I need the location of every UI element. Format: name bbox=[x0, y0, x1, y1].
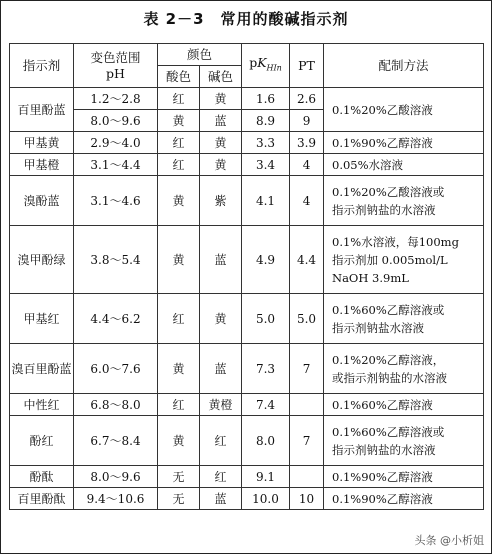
table-row bbox=[10, 132, 484, 154]
pk-value: 4.9 bbox=[242, 226, 290, 294]
pk-value: 7.3 bbox=[242, 344, 290, 394]
acid-color: 黄 bbox=[158, 226, 200, 294]
table-row bbox=[10, 488, 484, 510]
acid-color: 黄 bbox=[158, 176, 200, 226]
base-color: 蓝 bbox=[200, 344, 242, 394]
preparation-method: 0.1%90%乙醇溶液 bbox=[324, 466, 484, 488]
preparation-method bbox=[324, 344, 484, 394]
method-line: 指示剂钠盐的水溶液 bbox=[332, 202, 436, 217]
pt-value: 3.9 bbox=[290, 132, 324, 154]
preparation-method: 0.1%20%乙酸溶液 bbox=[324, 88, 484, 132]
table-row bbox=[10, 226, 484, 294]
ph-range: 6.0～7.6 bbox=[74, 344, 158, 394]
header-pk-k: K bbox=[257, 54, 267, 70]
acid-color: 红 bbox=[158, 154, 200, 176]
header-pk bbox=[242, 44, 290, 88]
indicator-name: 百里酚酞 bbox=[10, 488, 74, 510]
base-color: 黄橙 bbox=[200, 394, 242, 416]
ph-range: 9.4～10.6 bbox=[74, 488, 158, 510]
pk-value: 10.0 bbox=[242, 488, 290, 510]
table-row bbox=[10, 344, 484, 394]
pt-value bbox=[290, 466, 324, 488]
ph-range: 4.4～6.2 bbox=[74, 294, 158, 344]
header-range-line1: 变色范围 bbox=[90, 49, 141, 65]
pk-value: 9.1 bbox=[242, 466, 290, 488]
indicator-name: 甲基红 bbox=[10, 294, 74, 344]
method-line: 指示剂钠盐水溶液 bbox=[332, 320, 425, 335]
base-color: 紫 bbox=[200, 176, 242, 226]
preparation-method bbox=[324, 226, 484, 294]
pt-value: 7 bbox=[290, 344, 324, 394]
table-row bbox=[10, 176, 484, 226]
preparation-method bbox=[324, 416, 484, 466]
indicator-name: 溴酚蓝 bbox=[10, 176, 74, 226]
base-color: 蓝 bbox=[200, 226, 242, 294]
indicator-name: 溴甲酚绿 bbox=[10, 226, 74, 294]
pt-value: 9 bbox=[290, 110, 324, 132]
method-line: NaOH 3.9mL bbox=[332, 270, 409, 285]
base-color: 蓝 bbox=[200, 488, 242, 510]
acid-color: 无 bbox=[158, 488, 200, 510]
acid-color: 红 bbox=[158, 88, 200, 110]
pk-value: 1.6 bbox=[242, 88, 290, 110]
base-color: 红 bbox=[200, 466, 242, 488]
table-row bbox=[10, 88, 484, 110]
indicator-name: 百里酚蓝 bbox=[10, 88, 74, 132]
header-base-color: 碱色 bbox=[200, 66, 242, 88]
header-method: 配制方法 bbox=[324, 44, 484, 88]
acid-color: 红 bbox=[158, 394, 200, 416]
indicator-name: 甲基橙 bbox=[10, 154, 74, 176]
acid-color: 无 bbox=[158, 466, 200, 488]
preparation-method: 0.05%水溶液 bbox=[324, 154, 484, 176]
table-row bbox=[10, 154, 484, 176]
ph-range: 2.9～4.0 bbox=[74, 132, 158, 154]
pt-value: 4.4 bbox=[290, 226, 324, 294]
pk-value: 8.9 bbox=[242, 110, 290, 132]
pt-value: 4 bbox=[290, 176, 324, 226]
method-line: 指示剂钠盐的水溶液 bbox=[332, 442, 436, 457]
indicator-name: 酚红 bbox=[10, 416, 74, 466]
ph-range: 6.8～8.0 bbox=[74, 394, 158, 416]
pt-value: 4 bbox=[290, 154, 324, 176]
header-color: 颜色 bbox=[158, 44, 242, 66]
base-color: 蓝 bbox=[200, 110, 242, 132]
table-row bbox=[10, 394, 484, 416]
ph-range: 8.0～9.6 bbox=[74, 466, 158, 488]
method-line: 0.1%20%乙醇溶液， bbox=[332, 352, 445, 367]
preparation-method: 0.1%90%乙醇溶液 bbox=[324, 132, 484, 154]
indicator-table bbox=[9, 43, 484, 510]
base-color: 黄 bbox=[200, 88, 242, 110]
ph-range: 3.8～5.4 bbox=[74, 226, 158, 294]
method-line: 0.1%水溶液，每100mg bbox=[332, 234, 459, 249]
method-line: 指示剂加 0.005mol/L bbox=[332, 252, 448, 267]
header-pk-sub: HIn bbox=[266, 63, 282, 73]
pk-value: 7.4 bbox=[242, 394, 290, 416]
header-indicator: 指示剂 bbox=[10, 44, 74, 88]
acid-color: 红 bbox=[158, 132, 200, 154]
pt-value: 7 bbox=[290, 416, 324, 466]
ph-range: 6.7～8.4 bbox=[74, 416, 158, 466]
method-line: 0.1%60%乙醇溶液或 bbox=[332, 302, 445, 317]
indicator-name: 甲基黄 bbox=[10, 132, 74, 154]
header-acid-color: 酸色 bbox=[158, 66, 200, 88]
pk-value: 8.0 bbox=[242, 416, 290, 466]
acid-color: 黄 bbox=[158, 416, 200, 466]
acid-color: 黄 bbox=[158, 110, 200, 132]
pk-value: 3.3 bbox=[242, 132, 290, 154]
indicator-name: 溴百里酚蓝 bbox=[10, 344, 74, 394]
table-row bbox=[10, 466, 484, 488]
method-line: 0.1%20%乙酸溶液或 bbox=[332, 184, 445, 199]
base-color: 红 bbox=[200, 416, 242, 466]
preparation-method: 0.1%90%乙醇溶液 bbox=[324, 488, 484, 510]
pk-value: 3.4 bbox=[242, 154, 290, 176]
table-title: 表 2－3 常用的酸碱指示剂 bbox=[143, 10, 349, 28]
watermark: 头条 @小析姐 bbox=[414, 534, 484, 547]
ph-range: 8.0～9.6 bbox=[74, 110, 158, 132]
header-pt: PT bbox=[290, 44, 324, 88]
preparation-method bbox=[324, 294, 484, 344]
header-pk-p: p bbox=[249, 54, 258, 70]
acid-color: 黄 bbox=[158, 344, 200, 394]
pk-value: 5.0 bbox=[242, 294, 290, 344]
pt-value bbox=[290, 394, 324, 416]
method-line: 或指示剂钠盐的水溶液 bbox=[332, 370, 448, 385]
preparation-method: 0.1%60%乙醇溶液 bbox=[324, 394, 484, 416]
pt-value: 10 bbox=[290, 488, 324, 510]
acid-color: 红 bbox=[158, 294, 200, 344]
base-color: 黄 bbox=[200, 154, 242, 176]
ph-range: 3.1～4.4 bbox=[74, 154, 158, 176]
preparation-method bbox=[324, 176, 484, 226]
method-line: 0.1%60%乙醇溶液或 bbox=[332, 424, 445, 439]
header-range bbox=[74, 44, 158, 88]
header-row-1 bbox=[10, 44, 484, 66]
pt-value: 2.6 bbox=[290, 88, 324, 110]
indicator-name: 中性红 bbox=[10, 394, 74, 416]
indicator-name: 酚酞 bbox=[10, 466, 74, 488]
table-row bbox=[10, 416, 484, 466]
pt-value: 5.0 bbox=[290, 294, 324, 344]
ph-range: 1.2～2.8 bbox=[74, 88, 158, 110]
table-row bbox=[10, 294, 484, 344]
pk-value: 4.1 bbox=[242, 176, 290, 226]
base-color: 黄 bbox=[200, 294, 242, 344]
base-color: 黄 bbox=[200, 132, 242, 154]
ph-range: 3.1～4.6 bbox=[74, 176, 158, 226]
header-range-line2: pH bbox=[106, 65, 125, 81]
